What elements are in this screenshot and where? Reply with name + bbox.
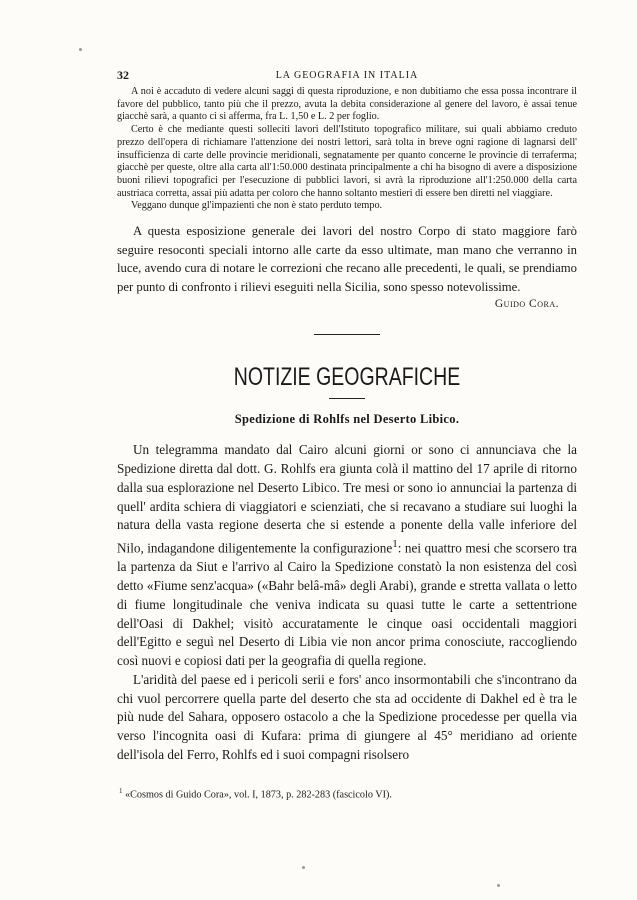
article-text: Un telegramma mandato dal Cairo alcuni giorni or sono ci annunciava che la Spedizione diretta dal dott. G. Rohlfs era giunta colà il mattino del 17 aprile di ritorno dalla sua esplorazione nel Deserto Libico. Tre mesi or sono io annunciai la partenza di quell' ardita schiera di viaggiatori e scienziati, che si recavano a studiare sui luoghi la natura della vasta regione deserta che si estende a ponente della valle inferiore del Nilo, indagandone diligentemente la configurazione	[117, 442, 577, 556]
page-header	[117, 68, 577, 86]
article-subtitle: Spedizione di Rohlfs nel Deserto Libico.	[234, 412, 460, 427]
page-number: 32	[117, 68, 129, 82]
article-paragraph	[117, 441, 577, 670]
section-divider	[314, 334, 380, 335]
closing-section	[117, 222, 577, 296]
paper-speck	[497, 884, 500, 887]
footnote	[117, 787, 577, 800]
article-paragraph: L'aridità del paese ed i pericoli serii e fors' anco insormontabili che s'incontrano da chi vuol percorrere quella parte del deserto che sta ad occidente di Dakhel ed è tra le più nude del Sahara, opposero ostacolo a che la Spedizione procedesse per quella via verso l'incognita oasi di Kufara: prima di giungere al 45° meridiano ad oriente dell'isola del Ferro, Rohlfs ed i suoi compagni risolsero	[117, 671, 577, 762]
small-paragraph: Veggano dunque gl'impazienti che non è stato perduto tempo.	[131, 200, 383, 212]
footnote-marker: 1	[119, 786, 123, 795]
small-paragraph: A noi è accaduto di vedere alcuni saggi di questa riproduzione, e non dubitiamo che essa possa incontrare il favore del pubblico, tanto più che il prezzo, avuta la debita considerazione al genere del lavoro, è assai tenue giacchè sarà, a quanto ci si afferma, fra L. 1,50 e L. 2 per foglio.	[117, 86, 577, 123]
running-title: LA GEOGRAFIA IN ITALIA	[275, 70, 419, 81]
closing-paragraph: A questa esposizione generale dei lavori del nostro Corpo di stato maggiore farò seguire resoconti speciali intorno alle carte da esso ultimate, man mano che verranno in luce, avendo cura di notare le correzioni che recano alle precedenti, le quali, se prendiamo per punto di confronto i rilievi eseguiti nella Sicilia, sono spesso notevolissime.	[117, 224, 577, 294]
footnote-text: «Cosmos di Guido Cora», vol. I, 1873, p. 282-283 (fascicolo VI).	[125, 788, 392, 800]
author-signature: Guido Cora.	[494, 298, 559, 311]
page-content	[117, 68, 577, 800]
title-underline	[329, 398, 365, 399]
footnote-ref[interactable]: 1	[392, 538, 398, 551]
article-body	[117, 441, 577, 764]
section-title: NOTIZIE GEOGRAFICHE	[233, 363, 461, 392]
paper-speck	[79, 48, 82, 51]
small-print-section	[117, 86, 577, 213]
paper-speck	[302, 866, 305, 869]
small-paragraph: Certo è che mediante questi solleciti lavori dell'Istituto topografico militare, sui quali abbiamo creduto prezzo dell'opera di richiamare l'attenzione dei nostri lettori, sarà tolta in breve ogni ragione di lagnarsi dell' insufficienza di carte delle provincie meridionali, segnatamente per quanto concerne le provincie di terraferma; giacchè per queste, oltre alla carta all'1:50.000 destinata principalmente a chi ha bisogno di avere a disposizione buoni rilievi topografici per l'esecuzione di pubblici lavori, si avrà la riproduzione all'1:250.000 della carta austriaca corretta, assai più adatta per coloro che hanno soltanto mestieri di essere ben diretti nel viaggiare.	[117, 124, 577, 199]
article-text: : nei quattro mesi che scorsero tra la partenza da Siut e l'arrivo al Cairo la Spedizione constatò la non esistenza del così detto «Fiume senz'acqua» («Bahr belâ-mâ» degli Arabi), grande e stretta vallata o letto di fiume longitudinale che veniva indicata su quasi tutte le carte a settentrione dell'Oasi di Dakhel; visitò accuratamente le cinque oasi occidentali maggiori dell'Egitto e seguì nel Deserto di Libia vie non ancor prima conosciute, raccogliendo così nuovi e copiosi dati per la geografia di quella regione.	[117, 540, 578, 669]
